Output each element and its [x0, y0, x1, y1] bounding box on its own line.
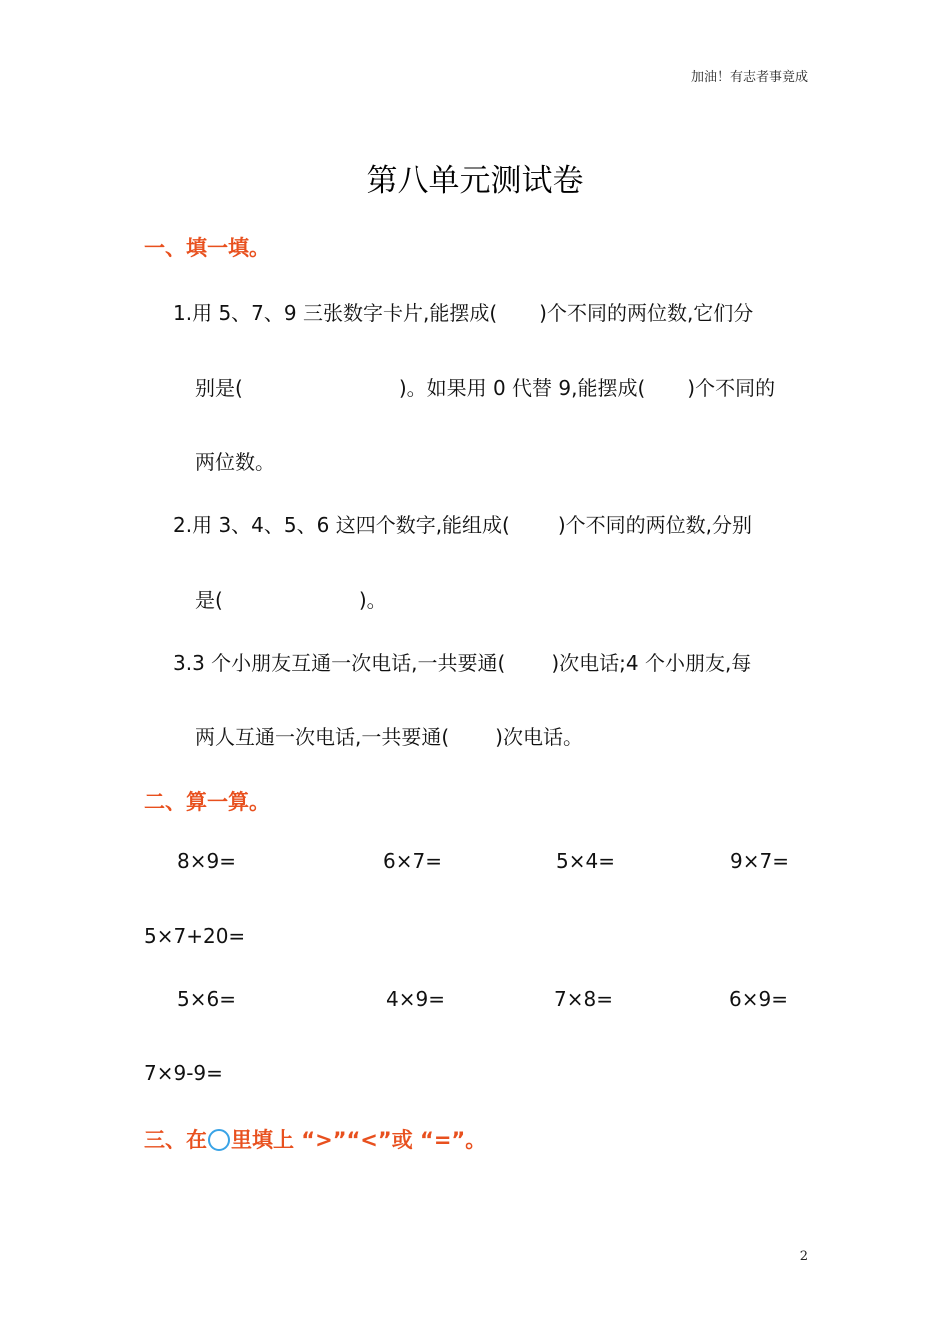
calc-item: 6×9= — [729, 987, 788, 1011]
section3-text-a: 三、在 — [144, 1128, 207, 1152]
page-number: 2 — [799, 1249, 808, 1264]
q2-text-c: 是( — [195, 588, 223, 612]
question-3-line-1 — [173, 647, 751, 676]
q2-text-b: )个不同的两位数,分别 — [557, 513, 753, 537]
section-heading-calc: 二、算一算。 — [144, 790, 270, 814]
section3-text-b: 里填上 “>”“<”或 “=”。 — [231, 1128, 487, 1152]
q2-text-d: )。 — [358, 588, 387, 612]
page-title: 第八单元测试卷 — [366, 163, 584, 199]
q3-text-e: )次电话。 — [495, 725, 583, 749]
question-2-line-1 — [173, 509, 752, 538]
q3-text-b: )次电话;4 个小朋友,每 — [551, 651, 752, 675]
q2-number: 2 — [173, 513, 186, 537]
section-heading-fill: 一、填一填。 — [144, 236, 270, 260]
question-2-line-2 — [195, 584, 387, 613]
calc-item-mixed: 7×9-9= — [144, 1061, 223, 1085]
circle-icon — [208, 1129, 230, 1151]
q1-text-a: 1.用 5、7、9 三张数字卡片,能摆成( — [173, 301, 498, 325]
q2-text-a: .用 3、4、5、6 这四个数字,能组成( — [185, 513, 510, 537]
q1-text-c: 别是( — [195, 376, 243, 400]
calc-item: 4×9= — [386, 987, 445, 1011]
page-header: 加油！有志者事竟成 — [690, 70, 808, 85]
question-1-line-2 — [195, 372, 775, 401]
q1-text-e: )个不同的 — [687, 376, 776, 400]
q1-text-d: )。如果用 0 代替 9,能摆成( — [398, 376, 646, 400]
calc-item: 5×4= — [556, 849, 615, 873]
q3-text-c: 两人 — [195, 725, 235, 749]
calc-item: 5×6= — [177, 987, 236, 1011]
calc-item: 7×8= — [554, 987, 613, 1011]
question-1-line-3: 两位数。 — [195, 450, 275, 474]
question-1-line-1 — [173, 297, 753, 326]
q3-text-d: 互通一次电话,一共要通( — [235, 725, 450, 749]
section-heading-compare — [144, 1124, 486, 1154]
calc-item: 8×9= — [177, 849, 236, 873]
calc-item: 9×7= — [730, 849, 789, 873]
question-3-line-2 — [195, 721, 583, 750]
q1-text-b: )个不同的两位数,它们分 — [539, 301, 754, 325]
calc-item: 6×7= — [383, 849, 442, 873]
calc-item-mixed: 5×7+20= — [144, 924, 246, 948]
q3-text-a: 3.3 个小朋友互通一次电话,一共要通( — [173, 651, 506, 675]
